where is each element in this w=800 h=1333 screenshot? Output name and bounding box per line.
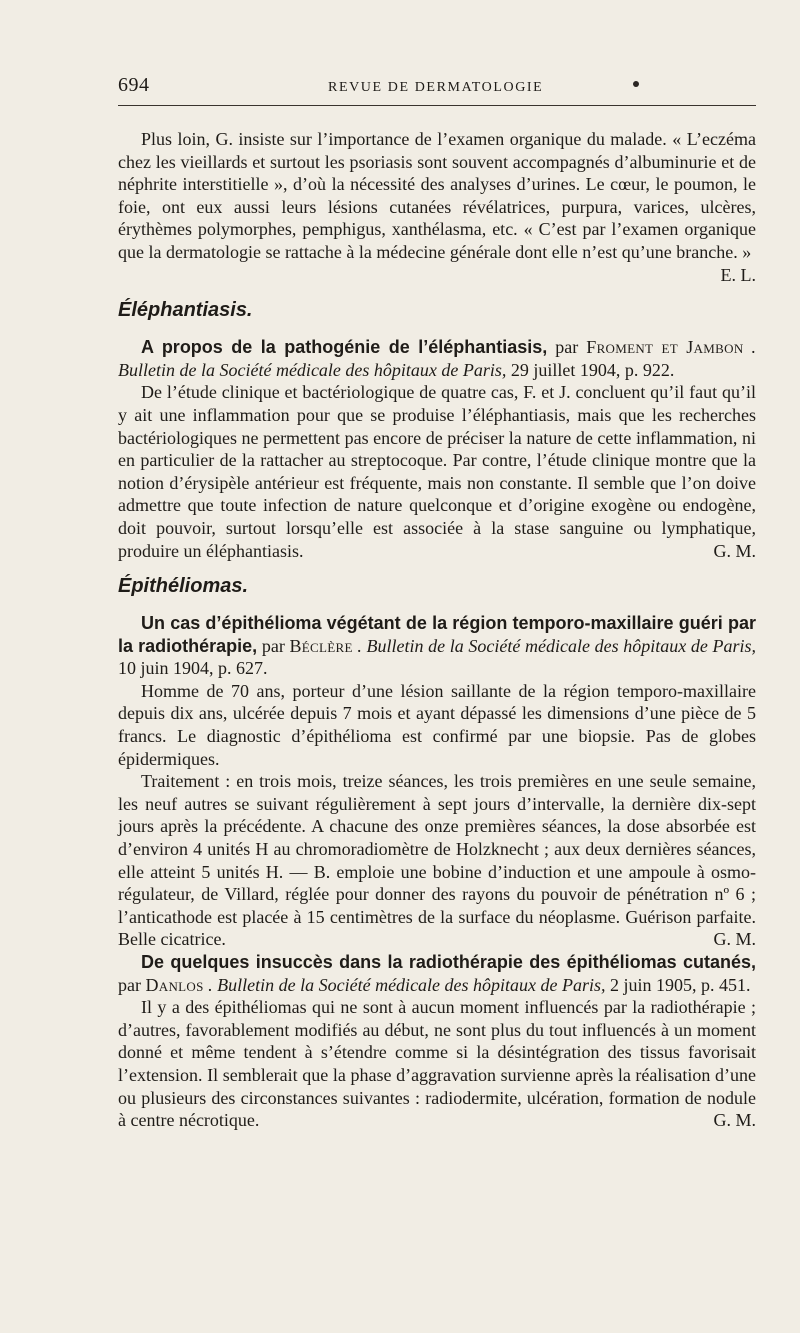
epithelioma-entry-1 [118,612,756,680]
epithelioma-entry-1-citation: . Bulletin de la Société médicale des hôpitaux de Paris, [357,635,757,656]
epithelioma-entry-2-citation: . Bulletin de la Société médicale des hôpitaux de Paris, [208,974,606,995]
elephantiasis-authors: Froment et Jambon [586,337,744,358]
elephantiasis-par: par [555,337,587,358]
printer-mark [633,81,639,87]
epithelioma-body-3 [118,996,756,1132]
intro-signature: E. L. [720,264,756,285]
elephantiasis-body-text: De l’étude clinique et bactériologique de quatre cas, F. et J. concluent qu’il faut qu’il y ait une inflammation pour que se produise l’éléphantiasis, mais que les recherches bactériologiques ne permettent pas encore de préciser la nature de cette inflammation, ni en particulier de la rattacher au streptocoque. Par contre, l’étude clinique montre que la notion d’érysipèle antérieur est fréquente, mais non constante. Il semble que l’on doive admettre que toute infection de nature quelconque et d’origine exogène ou endogène, doit pouvoir, surtout lorsqu’elle est associée à la stase sanguine ou lymphatique, produire un éléphantiasis. [118,382,756,561]
epithelioma-entry-1-title: Un cas d’épithélioma végétant de la région temporo-maxillaire guéri par la radiothérapie, [118,613,756,656]
epithelioma-entry-2-date: 2 juin 1905, p. 451. [610,974,751,995]
article-content [118,128,756,1132]
section-title-elephantiasis: Éléphantiasis. [118,299,253,322]
intro-text: Plus loin, G. insiste sur l’importance de l’examen organique du malade. « L’eczéma chez les vieillards et surtout les psoriasis sont souvent accompagnés d’albuminurie et de néphrite interstitielle », d’où la nécessité des analyses d’urines. Le cœur, le poumon, le foie, ont eux aussi leurs lésions cutanées révélatrices, purpura, varices, ulcères, érythèmes polymorphes, pemphigus, xanthélasma, etc. « C’est par l’examen organique que la dermatologie se rattache à la médecine générale dont elle n’est qu’une branche. » [118,129,756,262]
epithelioma-entry-1-date: 10 juin 1904, p. 627. [118,658,268,679]
epithelioma-entry-2-title: De quelques insuccès dans la radiothérapie des épithéliomas cutanés, [141,952,756,972]
page-header [118,74,756,104]
section-title-epitheliomas: Épithéliomas. [118,575,249,598]
epithelioma-body-3-text: Il y a des épithéliomas qui ne sont à aucun moment influencés par la radiothérapie ; d’autres, favorablement modifiés au début, ne sont plus du tout influencés à un moment donné et même tendent à s’étendre comme si la désintégration des tissus favorisait l’extension. Il semblerait que la phase d’aggravation survienne après la réalisation d’une ou plusieurs des circonstances suivantes : radiodermite, ulcération, formation de nodule à centre nécrotique. [118,997,756,1131]
epithelioma-entry-2-par: par [118,974,146,995]
header-rule [118,105,756,106]
running-title: REVUE DE DERMATOLOGIE [328,80,544,95]
page-number: 694 [118,74,150,96]
elephantiasis-entry [118,336,756,381]
epithelioma-signature-2: G. M. [713,1110,756,1131]
elephantiasis-date: 29 juillet 1904, p. 922. [510,359,675,380]
elephantiasis-entry-title: A propos de la pathogénie de l’éléphantiasis, [141,337,548,358]
epithelioma-body-1: Homme de 70 ans, porteur d’une lésion saillante de la région temporo-maxillaire depuis dix ans, ulcérée depuis 7 mois et ayant dépassé les dimensions d’une pièce de 5 francs. Le diagnostic d’épithélioma est confirmé par une biopsie. Pas de globes épidermiques. [118,680,756,769]
epithelioma-signature-1: G. M. [713,929,756,950]
epithelioma-body-2 [118,770,756,951]
epithelioma-entry-1-authors: Béclère [289,635,353,656]
elephantiasis-signature: G. M. [713,540,756,561]
elephantiasis-body [118,381,756,562]
epithelioma-body-2-text: Traitement : en trois mois, treize séances, les trois premières en une seule semaine, les neuf autres se suivant régulièrement à sept jours d’intervalle, la dernière dix-sept jours après la précédente. A chacune des onze premières séances, la dose absorbée est d’environ 4 unités H au chromoradiomètre de Holzknecht ; aux deux dernières séances, elle atteint 5 unités H. — B. emploie une bobine d’induction et une ampoule à osmo-régulateur, de Villard, réglée pour donner des rayons du pouvoir de pénétration nº 6 ; l’anticathode est placée à 15 centimètres de la surface du néoplasme. Guérison parfaite. Belle cicatrice. [118,771,756,950]
epithelioma-entry-2 [118,951,756,996]
intro-paragraph [118,128,756,285]
epithelioma-entry-2-authors: Danlos [145,974,204,995]
elephantiasis-citation: . Bulletin de la Société médicale des hôpitaux de Paris, [118,337,756,380]
epithelioma-entry-1-par: par [261,635,290,656]
